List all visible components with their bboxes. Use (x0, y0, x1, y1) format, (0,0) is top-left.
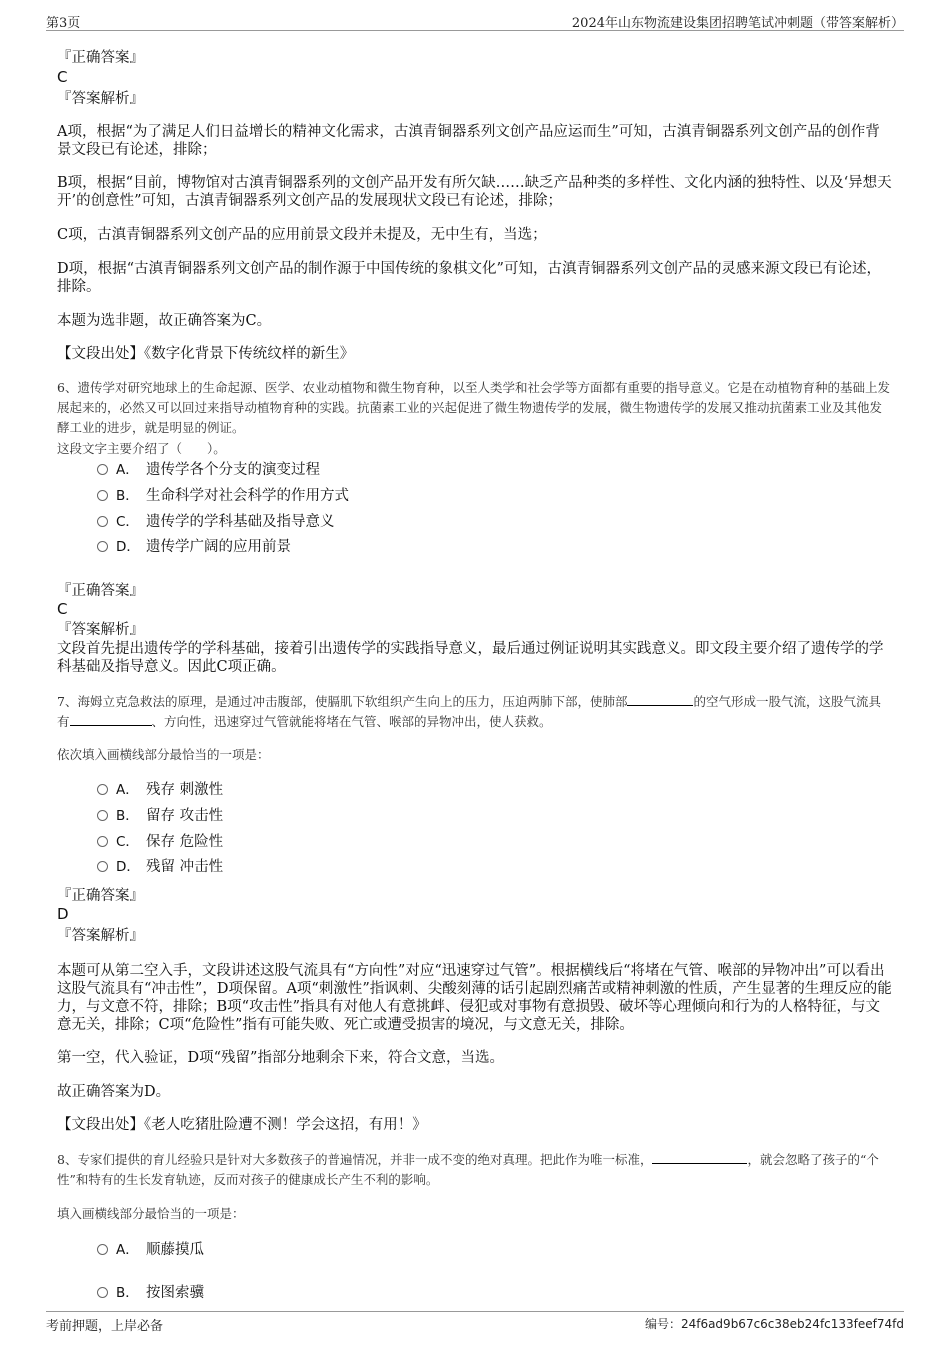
q7-option-a[interactable] (97, 780, 223, 800)
q7-stem-part-2: 的空气形成一股气流，这股气流具有 (57, 694, 881, 729)
q5-analysis-c: C项，古滇青铜器系列文创产品的应用前景文段并未提及，无中生有，当选； (57, 227, 547, 243)
fill-blank-1 (652, 1151, 747, 1164)
q7-question: 依次填入画横线部分最恰当的一项是： (57, 747, 270, 762)
q5-conclusion: 本题为选非题，故正确答案为C。 (57, 313, 272, 329)
radio-icon[interactable] (97, 861, 108, 872)
option-label: A． (116, 1242, 139, 1258)
page-header (46, 8, 904, 31)
q6-question: 这段文字主要介绍了（ ）。 (57, 441, 226, 456)
q8-option-a[interactable] (97, 1240, 204, 1260)
option-label: C． (116, 514, 139, 530)
option-text: 顺藤摸瓜 (146, 1242, 204, 1258)
q6-analysis: 文段首先提出遗传学的学科基础，接着引出遗传学的实践指导意义，最后通过例证说明其实践意义。即文段主要介绍了遗传学的学科基础及指导意义。因此C项正确。 (57, 641, 884, 675)
radio-icon[interactable] (97, 464, 108, 475)
option-text: 按图索骥 (146, 1285, 204, 1301)
option-label: B． (116, 488, 139, 504)
q6-option-c[interactable] (97, 512, 335, 532)
q8-stem (57, 1150, 892, 1190)
option-text: 遗传学各个分支的演变过程 (146, 462, 320, 478)
radio-icon[interactable] (97, 836, 108, 847)
q7-stem (57, 692, 892, 732)
q7-answer: D (57, 905, 69, 923)
q7-analysis-1: 本题可从第二空入手，文段讲述这股气流具有“方向性”对应“迅速穿过气管”。根据横线后“将堵在气管、喉部的异物冲出”可以看出这股气流具有“冲击性”，D项保留。A项“刺激性”指讽刺、尖酸刻薄的话引起剧烈痛苦或精神刺激的性质，产生显著的生理反应的能力，与文意不符，排除；B项“攻击性”指具有对他人有意挑衅、侵犯或对事物有意损毁、破坏等心理倾向和行为的人格特征，与文意无关，排除；C项“危险性”指有可能失败、死亡或遭受损害的境况，与文意无关，排除。 (57, 963, 892, 1033)
q7-source: 【文段出处】《老人吃猪肚险遭不测！学会这招，有用！》 (57, 1117, 427, 1133)
q6-answer-label: 『正确答案』 (57, 583, 144, 599)
option-label: D． (116, 539, 140, 555)
q6-option-d[interactable] (97, 537, 291, 557)
q5-analysis-b: B项，根据“目前，博物馆对古滇青铜器系列的文创产品开发有所欠缺……缺乏产品种类的多样性、文化内涵的独特性、以及‘异想天开’的创意性”可知，古滇青铜器系列文创产品的发展现状文段已有论述，排除； (57, 175, 892, 209)
q5-source: 【文段出处】《数字化背景下传统纹样的新生》 (57, 346, 355, 362)
option-text: 保存 危险性 (146, 834, 224, 850)
q6-stem: 6、遗传学对研究地球上的生命起源、医学、农业动植物和微生物育种，以至人类学和社会学等方面都有重要的指导意义。它是在动植物育种的基础上发展起来的，必然又可以回过来指导动植物育种的实践。抗菌素工业的兴起促进了微生物遗传学的发展，微生物遗传学的发展又推动抗菌素工业及其他发酵工业的进步，就是明显的例证。 (57, 380, 890, 435)
footer-slogan: 考前押题，上岸必备 (46, 1319, 164, 1334)
option-label: A． (116, 462, 139, 478)
radio-icon[interactable] (97, 541, 108, 552)
q8-stem-part-2: ，就会忽略了孩子的“个性”和特有的生长发育轨迹，反而对孩子的健康成长产生不利的影响。 (57, 1152, 879, 1187)
q5-answer: C (57, 68, 68, 86)
radio-icon[interactable] (97, 1244, 108, 1255)
q7-option-c[interactable] (97, 832, 223, 852)
radio-icon[interactable] (97, 516, 108, 527)
q8-stem-part-1: 8、专家们提供的育儿经验只是针对大多数孩子的普遍情况，并非一成不变的绝对真理。把此作为唯一标准， (57, 1152, 653, 1167)
q5-analysis-d: D项，根据“古滇青铜器系列文创产品的制作源于中国传统的象棋文化”可知，古滇青铜器系列文创产品的灵感来源文段已有论述，排除。 (57, 261, 881, 295)
radio-icon[interactable] (97, 490, 108, 501)
q6-analysis-label: 『答案解析』 (57, 622, 144, 638)
page-number: 第3页 (46, 16, 81, 31)
q8-question: 填入画横线部分最恰当的一项是： (57, 1206, 245, 1221)
radio-icon[interactable] (97, 810, 108, 821)
q6-option-a[interactable] (97, 460, 320, 480)
option-text: 遗传学的学科基础及指导意义 (146, 514, 335, 530)
fill-blank-1 (627, 693, 693, 706)
radio-icon[interactable] (97, 784, 108, 795)
document-title: 2024年山东物流建设集团招聘笔试冲刺题（带答案解析） (571, 16, 904, 31)
option-label: B． (116, 808, 139, 824)
q7-stem-part-1: 7、海姆立克急救法的原理，是通过冲击腹部，使膈肌下软组织产生向上的压力，压迫两肺下部，使肺部 (57, 694, 628, 709)
q5-analysis-label: 『答案解析』 (57, 91, 144, 107)
option-label: C． (116, 834, 139, 850)
q7-conclusion: 故正确答案为D。 (57, 1084, 171, 1100)
option-text: 生命科学对社会科学的作用方式 (146, 488, 349, 504)
q5-answer-label: 『正确答案』 (57, 50, 144, 66)
fill-blank-2 (70, 713, 152, 726)
q7-stem-part-3: 、方向性，迅速穿过气管就能将堵在气管、喉部的异物冲出，使人获救。 (151, 714, 552, 729)
radio-icon[interactable] (97, 1287, 108, 1298)
option-text: 残存 刺激性 (146, 782, 224, 798)
option-label: D． (116, 859, 140, 875)
q7-option-d[interactable] (97, 857, 223, 877)
document-code: 编号：24f6ad9b67c6c38eb24fc133feef74fd (644, 1317, 904, 1331)
q7-option-b[interactable] (97, 806, 223, 826)
option-text: 残留 冲击性 (146, 859, 224, 875)
q7-analysis-label: 『答案解析』 (57, 928, 144, 944)
q8-option-b[interactable] (97, 1283, 204, 1303)
q6-answer: C (57, 600, 68, 618)
q7-answer-label: 『正确答案』 (57, 888, 144, 904)
q5-analysis-a: A项，根据“为了满足人们日益增长的精神文化需求，古滇青铜器系列文创产品应运而生”可知，古滇青铜器系列文创产品的创作背景文段已有论述，排除； (57, 124, 880, 158)
page-footer (46, 1311, 904, 1332)
option-text: 留存 攻击性 (146, 808, 224, 824)
option-label: B． (116, 1285, 139, 1301)
option-label: A． (116, 782, 139, 798)
q7-analysis-2: 第一空，代入验证，D项“残留”指部分地剩余下来，符合文意，当选。 (57, 1050, 504, 1066)
option-text: 遗传学广阔的应用前景 (146, 539, 291, 555)
q6-option-b[interactable] (97, 486, 349, 506)
